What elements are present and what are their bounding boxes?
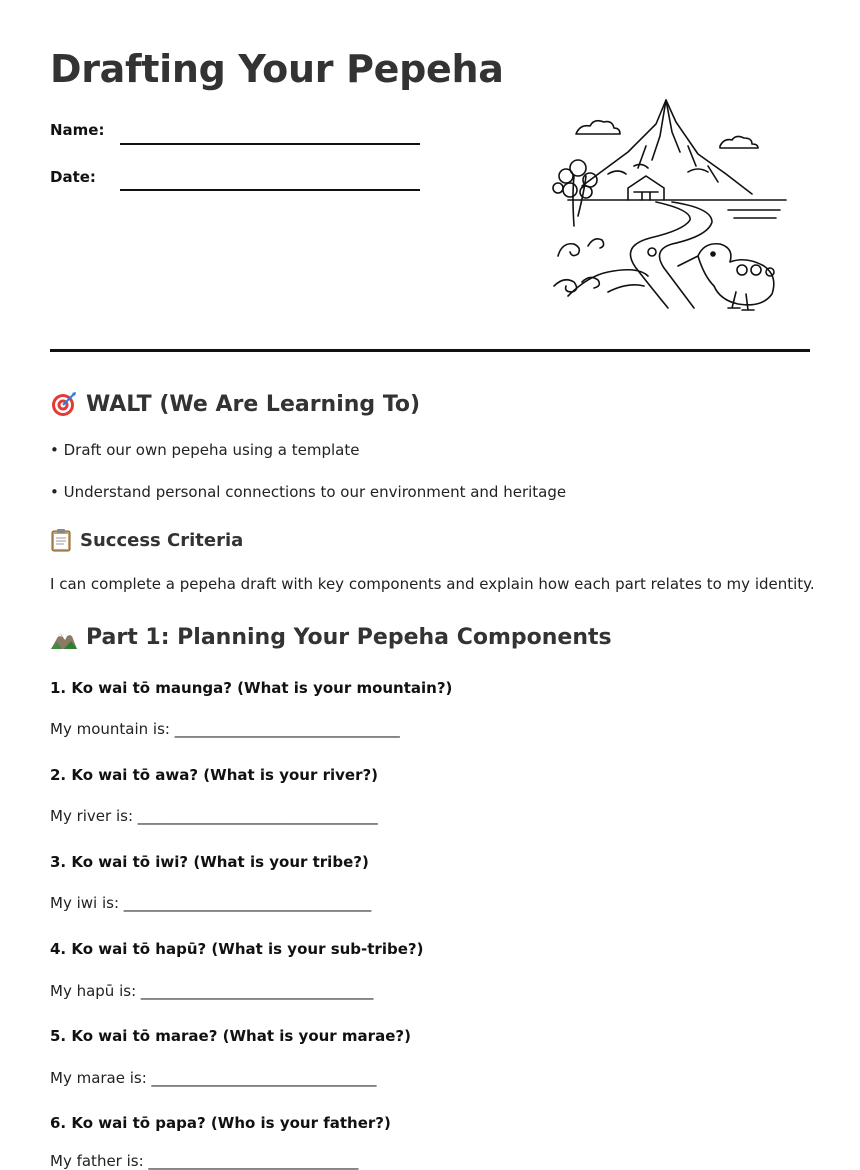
question-1: 1. Ko wai tō maunga? (What is your mountain?) [50, 679, 453, 697]
walt-heading-text: WALT (We Are Learning To) [86, 391, 421, 417]
header-divider [50, 349, 810, 352]
walt-item-1: • Draft our own pepeha using a template [50, 441, 360, 459]
date-label: Date: [50, 168, 96, 186]
walt-heading [50, 390, 420, 418]
part1-heading-text: Part 1: Planning Your Pepeha Components [86, 624, 612, 650]
date-line[interactable] [120, 189, 420, 191]
mountain-icon [50, 623, 78, 651]
walt-item-2: • Understand personal connections to our environment and heritage [50, 483, 567, 501]
question-6: 6. Ko wai tō papa? (Who is your father?) [50, 1114, 391, 1132]
success-criteria-heading [50, 528, 243, 552]
answer-4[interactable]: My hapū is: _______________________________ [50, 982, 374, 1000]
landscape-illustration [548, 96, 792, 312]
question-2: 2. Ko wai tō awa? (What is your river?) [50, 766, 379, 784]
success-criteria-body: I can complete a pepeha draft with key components and explain how each part relates to my identity. [50, 575, 815, 593]
part1-heading [50, 623, 612, 651]
target-dart-icon [50, 390, 78, 418]
success-criteria-text: Success Criteria [80, 529, 244, 551]
name-label: Name: [50, 121, 105, 139]
date-field[interactable] [50, 168, 96, 186]
answer-1[interactable]: My mountain is: ______________________________ [50, 720, 400, 738]
name-field[interactable] [50, 121, 104, 139]
question-5: 5. Ko wai tō marae? (What is your marae?) [50, 1027, 411, 1045]
question-4: 4. Ko wai tō hapū? (What is your sub-tribe?) [50, 940, 424, 958]
name-line[interactable] [120, 143, 420, 145]
page-title: Drafting Your Pepeha [50, 47, 504, 91]
answer-2[interactable]: My river is: ________________________________ [50, 807, 378, 825]
answer-6[interactable]: My father is: ____________________________ [50, 1152, 359, 1170]
question-3: 3. Ko wai tō iwi? (What is your tribe?) [50, 853, 369, 871]
answer-5[interactable]: My marae is: ______________________________ [50, 1069, 377, 1087]
answer-3[interactable]: My iwi is: _________________________________ [50, 894, 372, 912]
clipboard-icon [50, 528, 72, 552]
